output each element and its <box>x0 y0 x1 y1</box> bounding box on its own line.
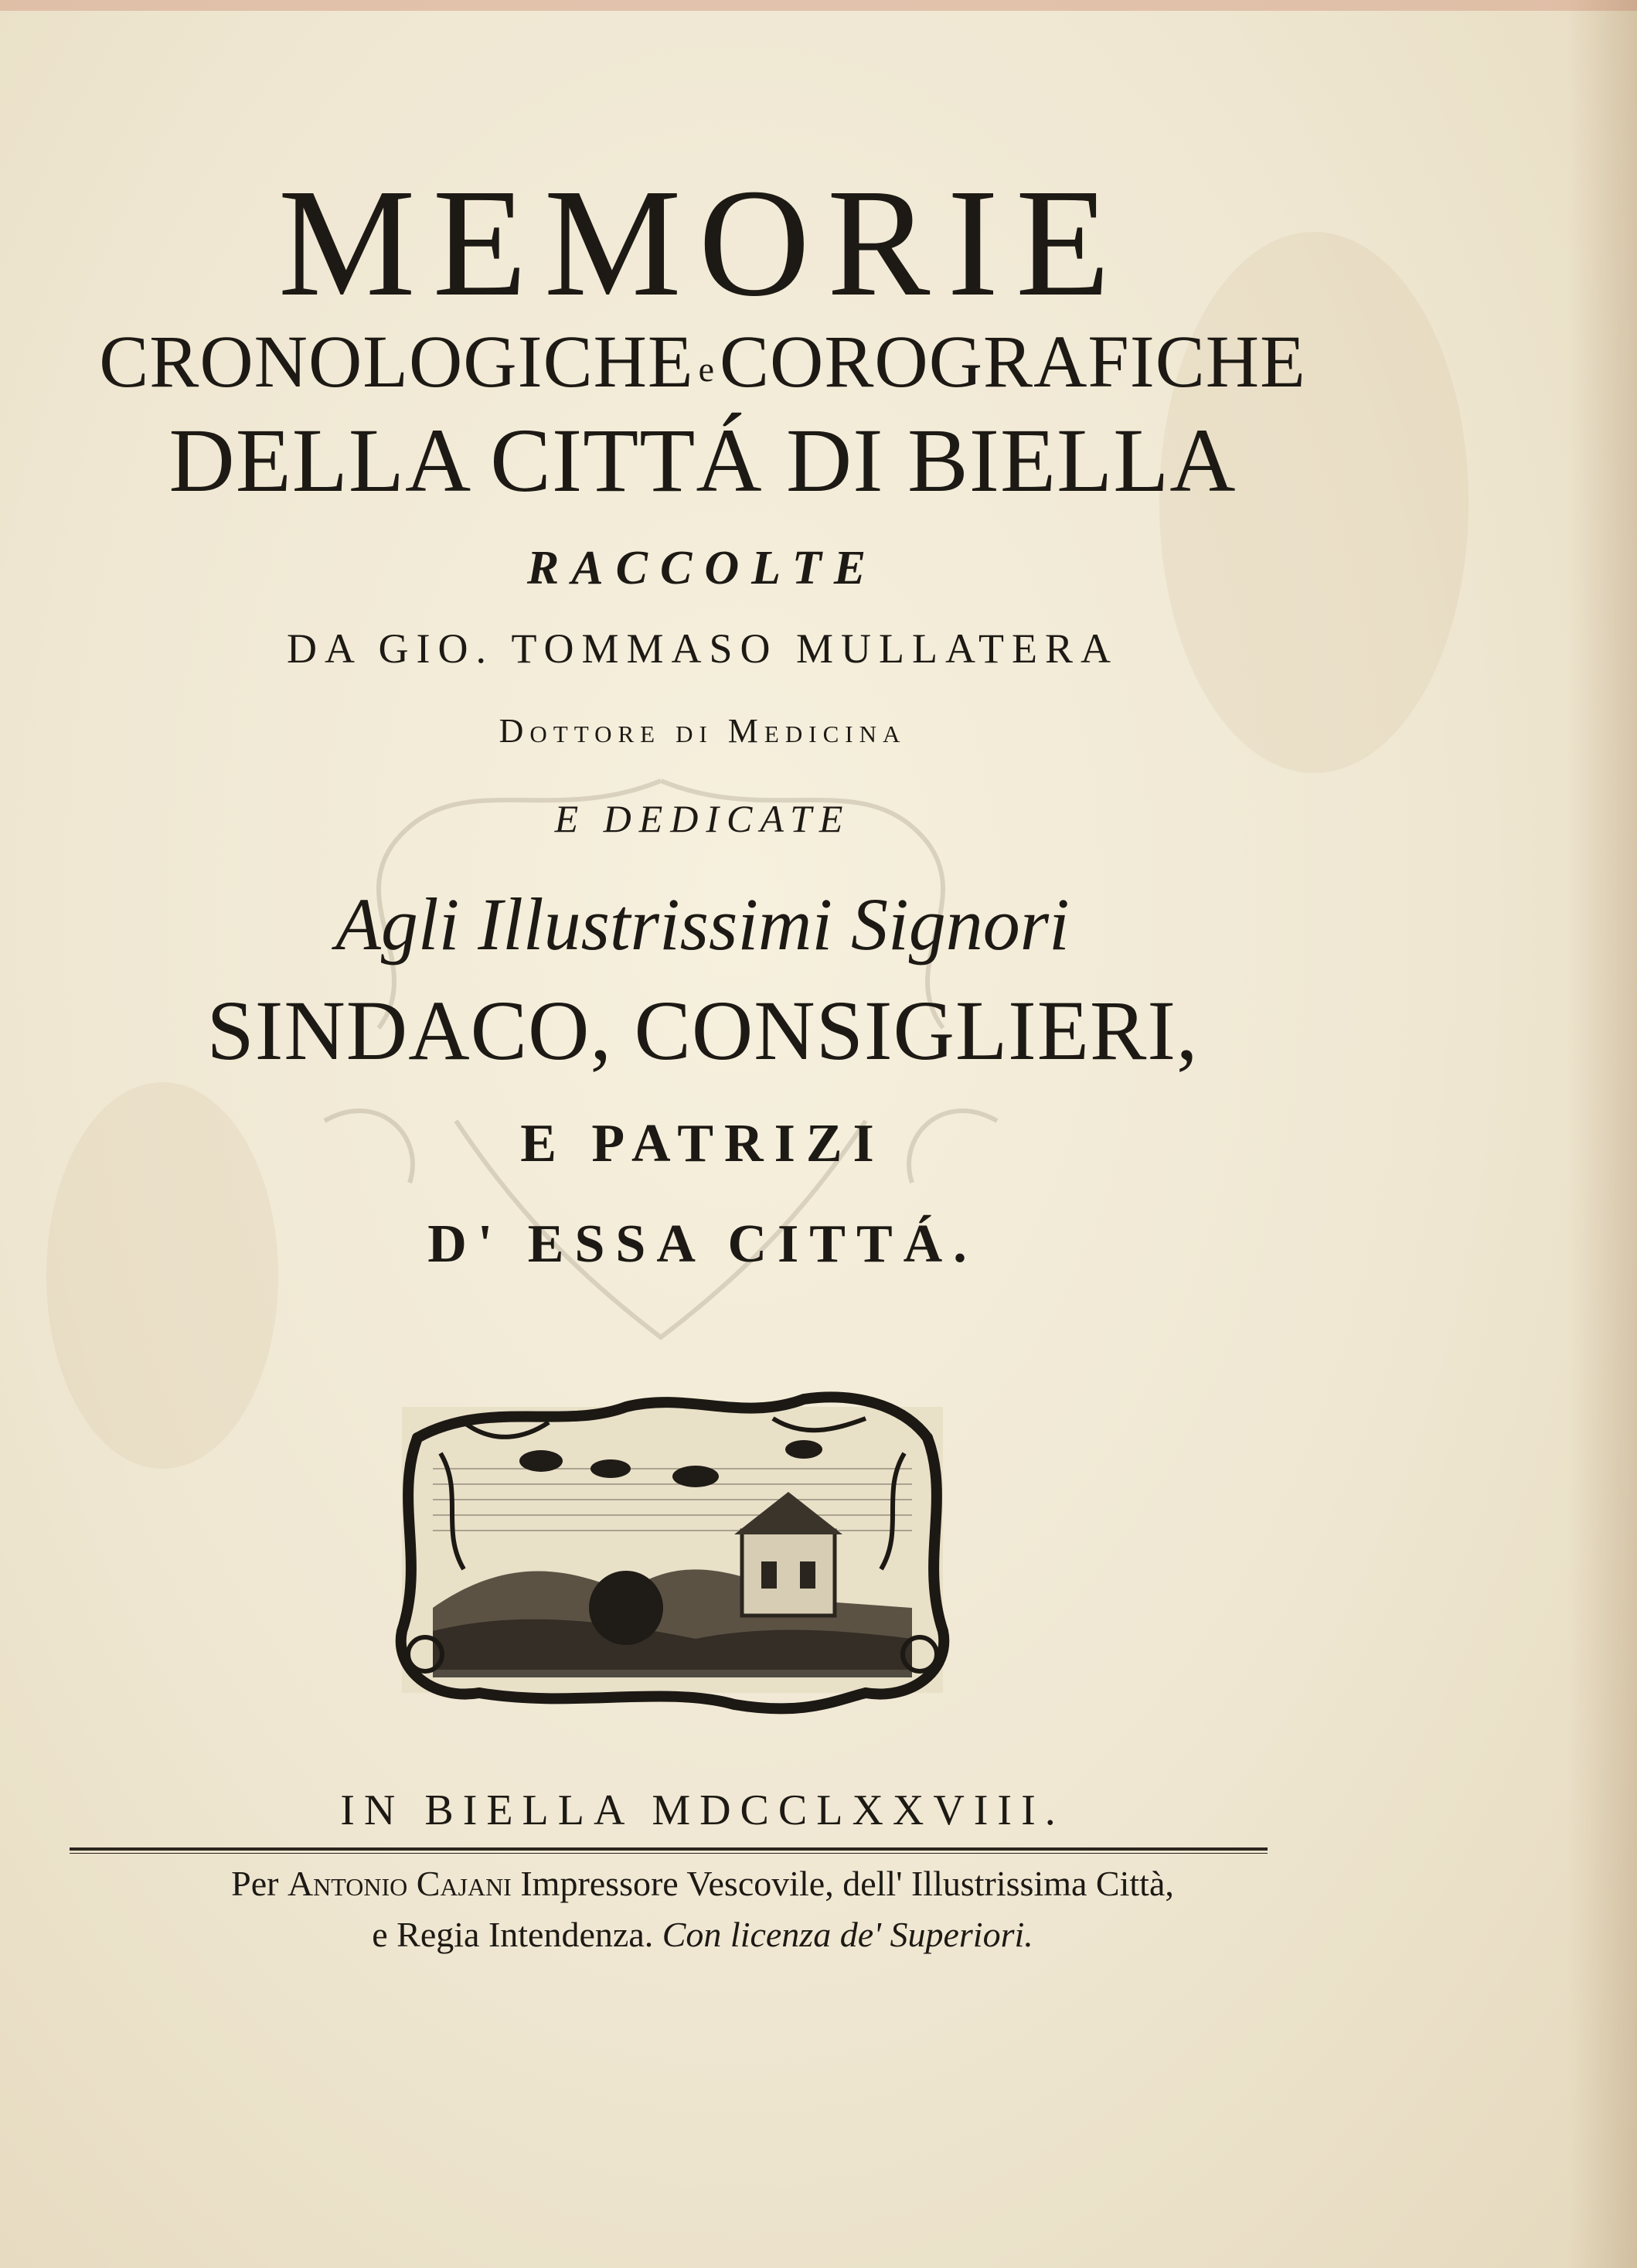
raccolte-line: RACCOLTE <box>526 542 879 594</box>
dedication-sindaco: SINDACO, CONSIGLIERI, <box>206 983 1199 1078</box>
word-cronologiche: CRONOLOGICHE <box>99 320 694 403</box>
subtitle-cronologiche <box>0 318 1521 404</box>
license-text: Con licenza de' Superiori. <box>662 1915 1033 1954</box>
printer-title: Impressore Vescovile, dell' Illustrissima Città, <box>511 1864 1174 1903</box>
page-edge-top <box>0 0 1637 11</box>
printer-name: Antonio Cajani <box>287 1864 512 1903</box>
woodcut-vignette <box>371 1376 974 1724</box>
author-line: DA GIO. TOMMASO MULLATERA <box>286 625 1119 672</box>
page-edge-right <box>1567 0 1637 2268</box>
dedication-citta: D' ESSA CITTÁ. <box>427 1214 978 1274</box>
dedication-patrizi: E PATRIZI <box>520 1114 885 1173</box>
printer-per: Per <box>231 1864 288 1903</box>
imprint-place-date: IN BIELLA MDCCLXXVIII. <box>340 1786 1065 1834</box>
subtitle-citta: DELLA CITTÁ DI BIELLA <box>168 410 1237 511</box>
imprint-rule-thin <box>70 1853 1268 1854</box>
imprint-license <box>0 1914 1521 1955</box>
imprint-printer <box>0 1863 1521 1904</box>
dedication-signori: Agli Illustrissimi Signori <box>335 883 1070 965</box>
dedicate-line: E DEDICATE <box>554 797 851 840</box>
title-memorie: MEMORIE <box>277 158 1128 329</box>
printer-intendenza: e Regia Intendenza. <box>372 1915 662 1954</box>
author-title: Dottore di Medicina <box>499 712 907 750</box>
imprint-rule <box>70 1847 1268 1851</box>
word-corografiche: COROGRAFICHE <box>719 320 1306 403</box>
conjunction-e: e <box>698 349 715 390</box>
